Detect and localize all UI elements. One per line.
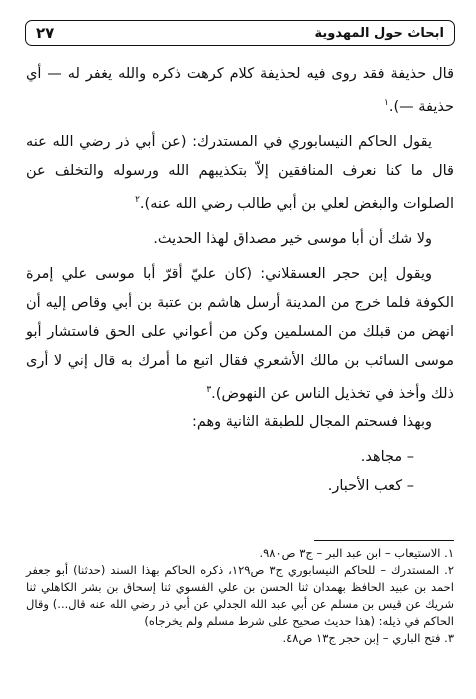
page-header: [25, 20, 455, 46]
footnote: ٢. المستدرك – للحاكم النيسابوري ج٣ ص١٢٩، ذكره الحاكم بهذا السند (حدثنا) أبو جعفر احمد بن عبيد الحافظ بهمدان ثنا الحسن بن علي الفسوي ثنا إسحاق بن بشر الكاهلي ثنا شريك عن قيس بن مسلم عن أبي عبد الله الجدلي عن أبي ذر رضي الله عنه قال...) وقال الحاكم في ذيله: (هذا حديث صحيح على شرط مسلم ولم يخرجاه): [26, 563, 455, 628]
list-item: – كعب الأحبار.: [327, 478, 414, 495]
page-number: ٢٧: [36, 24, 55, 42]
footnote: ١. الاستيعاب – ابن عبد البر – ج٣ ص٩٨٠.: [259, 546, 454, 560]
paragraph: قال حذيفة فقد روى فيه لحذيفة كلام كرهت ذكره والله يغفر له — أي حذيفة —).$^١$: [26, 66, 454, 115]
footnote-ref: ٣: [206, 384, 212, 395]
paragraph: ولا شك أن أبا موسى خير مصداق لهذا الحديث.: [153, 230, 432, 247]
paragraph: ويقول إبن حجر العسقلاني: (كان عليّ أقرّ أبا موسى علي إمرة الكوفة فلما خرج من المدينة أرسل هاشم بن عتبة بن أبي وقاص إليه أن انهض من قبلك من المسلمين وكن من أعواني على الحق فاستشار أبو موسى السائب بن مالك الأشعري فقال اتبع ما أمرك به قال إني لا أرى ذلك وأخذ في تخذيل الناس عن النهوض).$^٣$: [26, 265, 454, 402]
paragraph: يقول الحاكم النيسابوري في المستدرك: (عن أبي ذر رضي الله عنه قال ما كنا نعرف المنافقين إلاّ بتكذيبهم الله ورسوله والتخلف عن الصلوات والبغض لعلي بن أبي طالب رضي الله عنه).$^٢$: [26, 133, 454, 212]
footnotes: [26, 545, 454, 647]
footnote-ref: ١: [384, 98, 389, 108]
paragraph: وبهذا فسحتم المجال للطبقة الثانية وهم:: [191, 414, 432, 431]
running-title: ابحاث حول المهدوية: [314, 25, 444, 41]
list-item: – مجاهد.: [360, 449, 414, 466]
footnote-ref: ٢: [135, 194, 140, 205]
footnote: ٣. فتح الباري – إبن حجر ج١٣ ص٤٨.: [282, 631, 454, 645]
body-text: [26, 60, 454, 501]
footnote-separator: [314, 540, 454, 541]
